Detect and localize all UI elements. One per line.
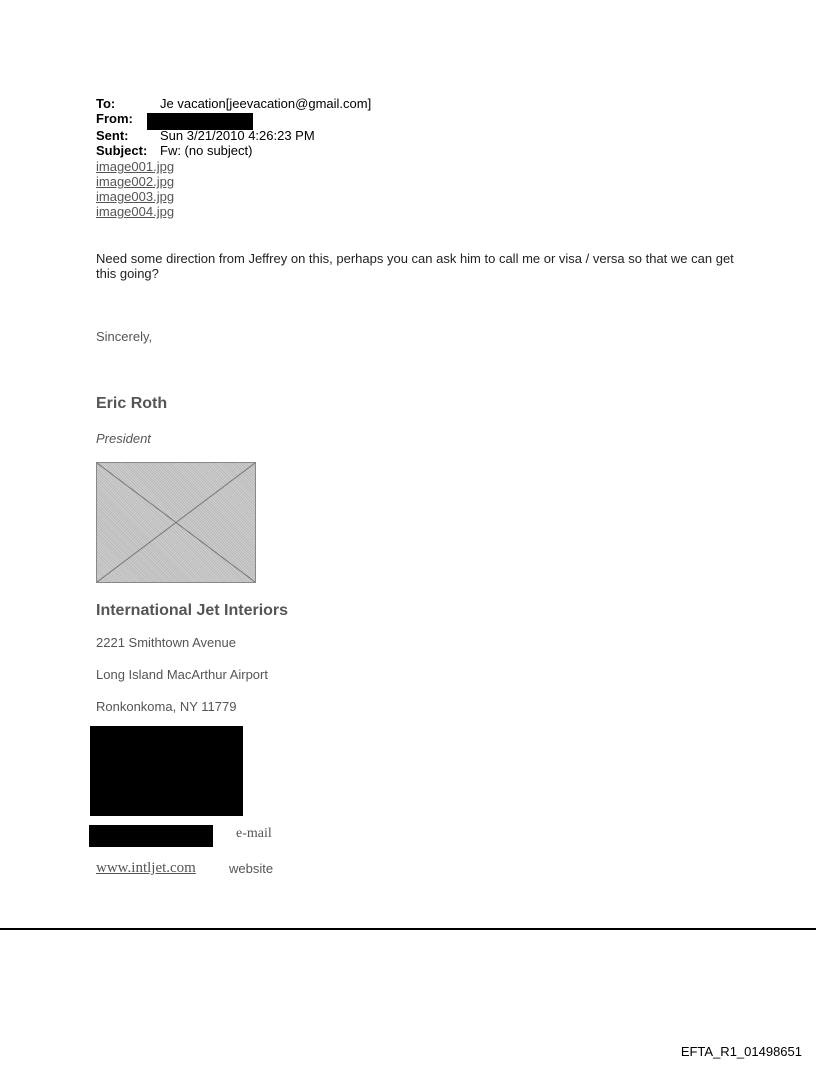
subject-row	[96, 143, 252, 158]
email-redaction	[89, 825, 213, 847]
contact-redaction	[90, 726, 243, 816]
document-id: EFTA_R1_01498651	[680, 1044, 802, 1059]
to-label: To:	[96, 96, 116, 111]
image-placeholder-icon	[97, 463, 255, 582]
attachment-link[interactable]: image001.jpg	[96, 159, 175, 174]
from-label: From:	[96, 111, 133, 126]
broken-image-placeholder	[96, 462, 256, 583]
attachment-link[interactable]: image004.jpg	[96, 204, 175, 219]
closing: Sincerely,	[96, 329, 153, 344]
email-label: e-mail	[236, 826, 272, 841]
website-label: website	[229, 861, 274, 876]
address-line: 2221 Smithtown Avenue	[96, 635, 236, 650]
to-row	[96, 96, 371, 111]
company-name: International Jet Interiors	[96, 602, 289, 619]
address-line: Long Island MacArthur Airport	[96, 667, 268, 682]
sent-value: Sun 3/21/2010 4:26:23 PM	[160, 128, 315, 143]
sent-row	[96, 128, 315, 143]
signature-name: Eric Roth	[96, 395, 168, 412]
message-body: Need some direction from Jeffrey on this, perhaps you can ask him to call me or visa / versa so that we can get this going?	[96, 251, 734, 281]
subject-value: Fw: (no subject)	[160, 143, 253, 158]
attachment-link[interactable]: image002.jpg	[96, 174, 175, 189]
signature-title: President	[96, 431, 151, 446]
sent-label: Sent:	[96, 128, 129, 143]
to-value: Je vacation[jeevacation@gmail.com]	[160, 96, 372, 111]
attachment-link[interactable]: image003.jpg	[96, 189, 175, 204]
subject-label: Subject:	[96, 143, 148, 158]
website-link[interactable]: www.intljet.com	[96, 860, 196, 876]
address-line: Ronkonkoma, NY 11779	[96, 699, 237, 714]
page-divider	[0, 928, 816, 930]
